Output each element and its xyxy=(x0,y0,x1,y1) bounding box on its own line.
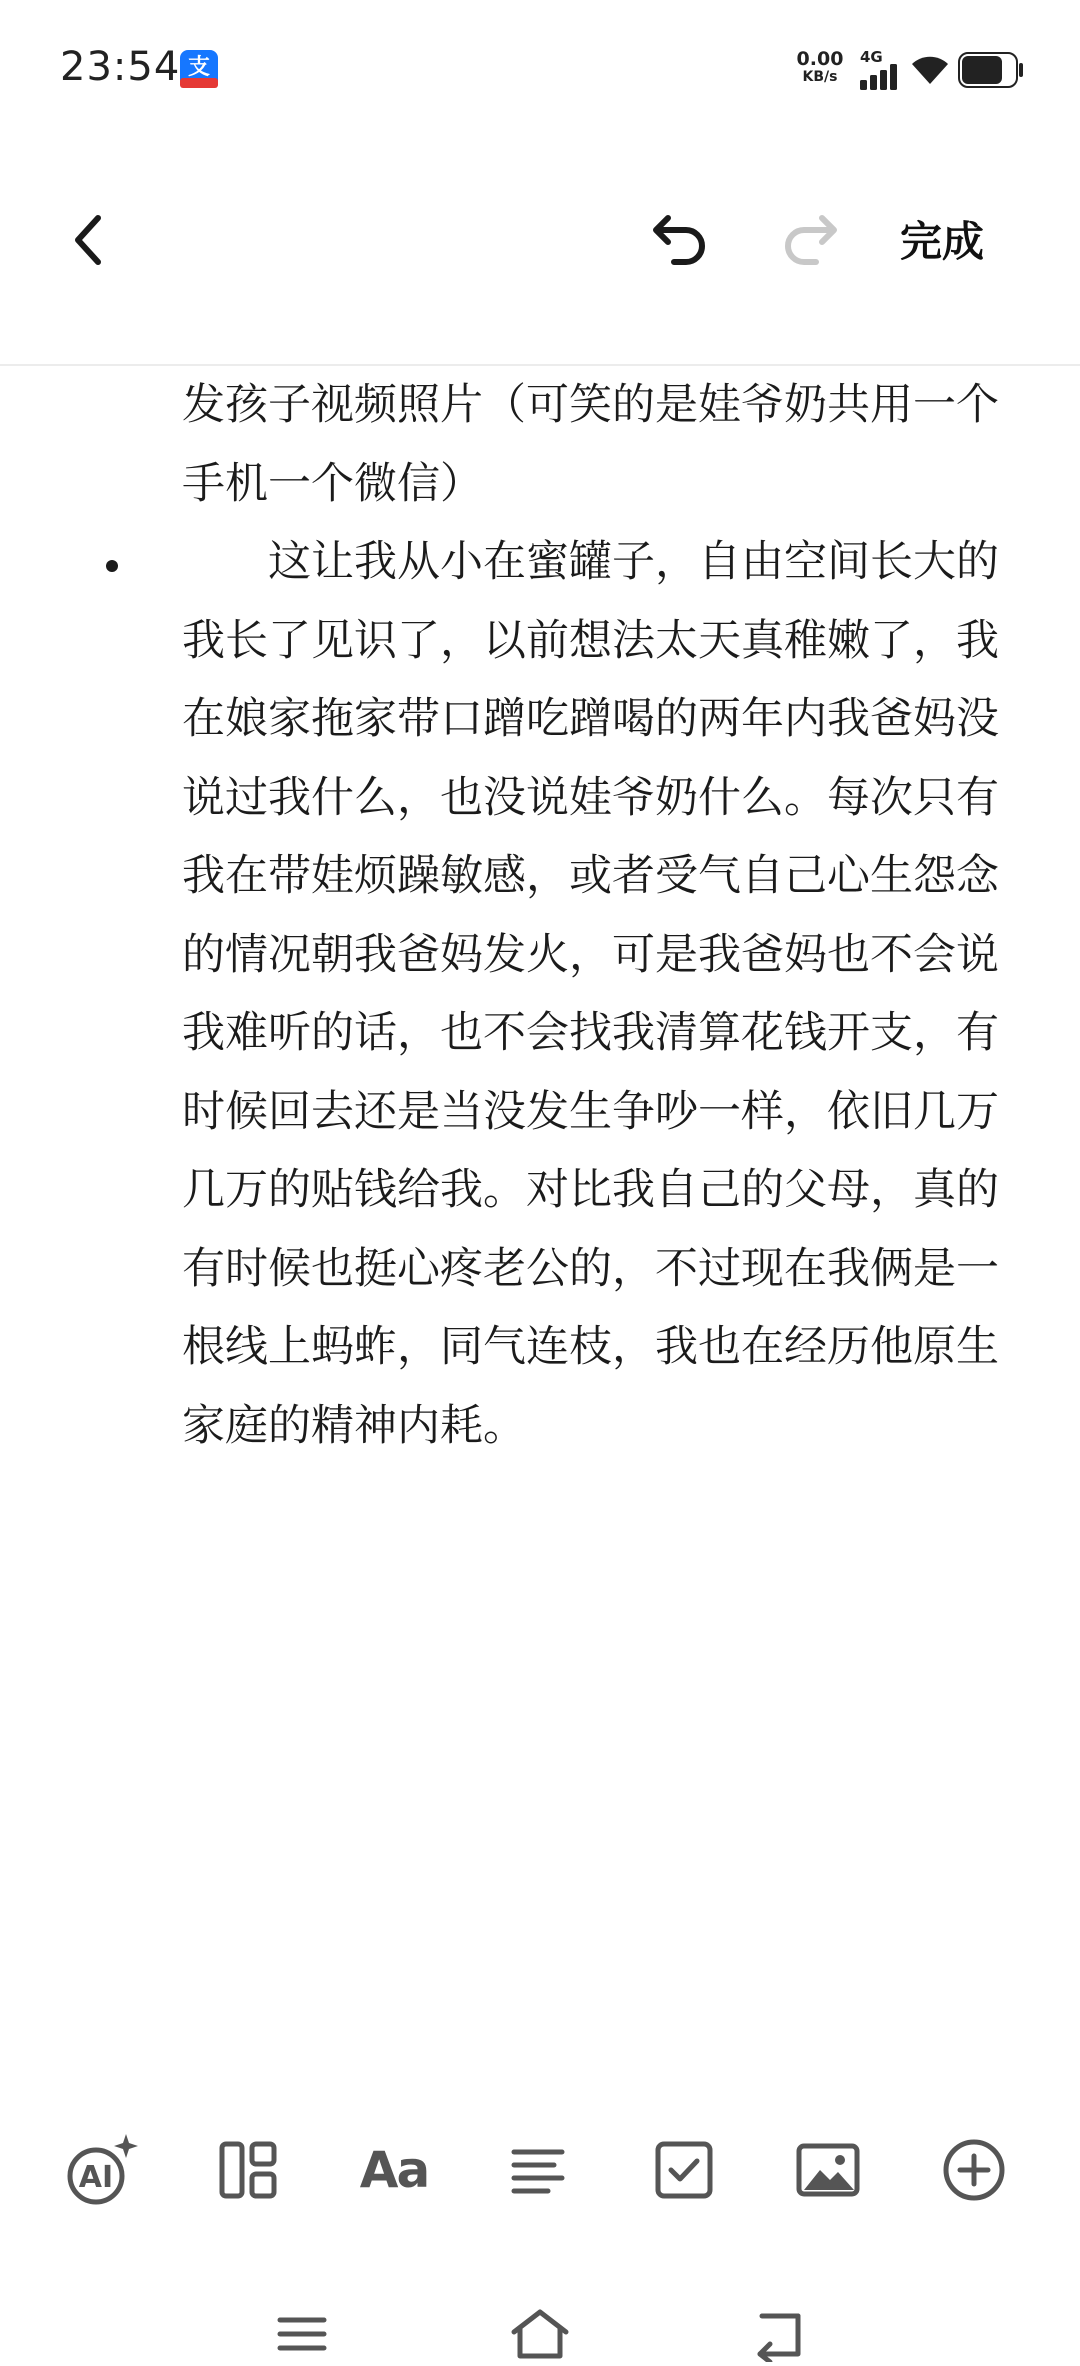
editor-toolbar xyxy=(0,2120,1080,2230)
network-speed-value: 0.00 xyxy=(796,48,844,70)
done-button[interactable]: 完成 xyxy=(900,217,985,266)
note-content[interactable] xyxy=(0,366,1080,2066)
svg-text:支: 支 xyxy=(187,55,211,80)
layout-icon xyxy=(218,2140,278,2200)
alipay-icon xyxy=(180,50,218,88)
nav-home-button[interactable] xyxy=(500,2306,580,2362)
ai-sparkle-icon xyxy=(62,2130,142,2210)
nav-menu-button[interactable] xyxy=(262,2306,342,2362)
wifi-icon xyxy=(910,52,950,90)
redo-button[interactable] xyxy=(778,204,850,276)
bullet-dot xyxy=(106,560,118,572)
system-nav-bar xyxy=(0,2296,1080,2360)
svg-text:AI: AI xyxy=(78,2160,114,2195)
network-type: 4G xyxy=(860,48,883,66)
paragraph-continuation[interactable]: 发孩子视频照片（可笑的是娃爷奶共用一个手机一个微信） xyxy=(182,380,999,509)
nav-back-button[interactable] xyxy=(740,2306,820,2362)
undo-button[interactable] xyxy=(640,204,712,276)
plus-circle-icon xyxy=(942,2138,1006,2202)
checklist-button[interactable] xyxy=(634,2120,734,2220)
font-icon: Aa xyxy=(359,2141,429,2199)
checkbox-icon xyxy=(654,2140,714,2200)
network-speed xyxy=(790,50,850,86)
font-button[interactable] xyxy=(344,2120,444,2220)
undo-icon xyxy=(640,261,712,280)
back-button[interactable] xyxy=(58,208,122,272)
ai-button[interactable] xyxy=(52,2120,152,2220)
bullet-paragraph[interactable]: 这让我从小在蜜罐子，自由空间长大的我长了见识了，以前想法太天真稚嫩了，我在娘家拖家带口蹭吃蹭喝的两年内我爸妈没说过我什么，也没说娃爷奶什么。每次只有我在带娃烦躁敏感，或者受气自己心生怨念的情况朝我爸妈发火，可是我爸妈也不会说我难听的话，也不会找我清算花钱开支，有时候回去还是当没发生争吵一样，依旧几万几万的贴钱给我。对比我自己的父母，真的有时候也挺心疼老公的，不过现在我俩是一根线上蚂蚱，同气连枝，我也在经历他原生家庭的精神内耗。 xyxy=(182,537,999,1451)
insert-button[interactable] xyxy=(924,2120,1024,2220)
layout-button[interactable] xyxy=(198,2120,298,2220)
editor-app-bar xyxy=(0,160,1080,320)
battery-icon xyxy=(958,52,1024,92)
network-speed-unit: KB/s xyxy=(802,69,838,85)
align-button[interactable] xyxy=(488,2120,588,2220)
align-left-icon xyxy=(508,2140,568,2200)
back-nav-icon xyxy=(740,2347,820,2366)
image-button[interactable] xyxy=(778,2120,878,2220)
home-icon xyxy=(500,2347,580,2366)
image-icon xyxy=(796,2140,860,2200)
signal-icon xyxy=(860,64,900,94)
redo-icon xyxy=(778,261,850,280)
chevron-left-icon xyxy=(58,257,122,276)
menu-icon xyxy=(262,2347,342,2366)
status-time: 23:54 xyxy=(60,44,181,90)
status-bar xyxy=(0,0,1080,140)
